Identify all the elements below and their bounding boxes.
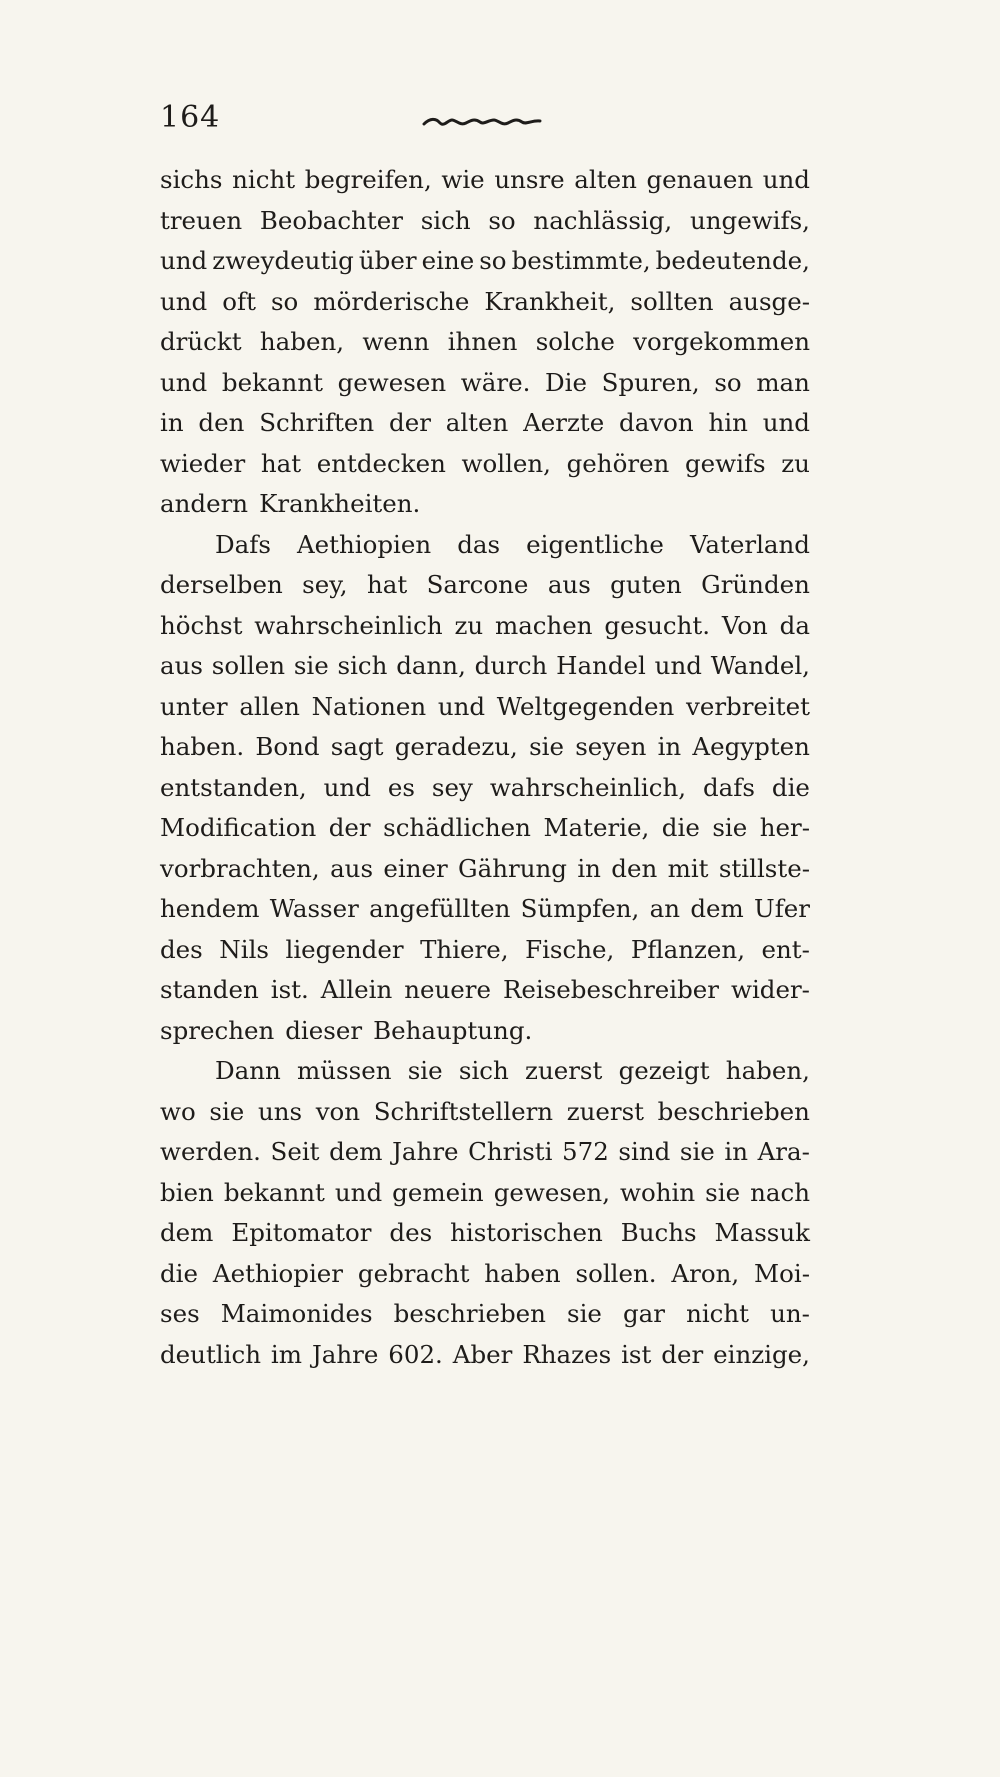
text-line — [160, 930, 810, 971]
word: aus — [160, 651, 203, 680]
word: 602. — [388, 1339, 443, 1369]
word: der — [661, 1339, 704, 1369]
text-line — [160, 970, 810, 1011]
word: dem — [690, 894, 744, 923]
word: den — [198, 408, 245, 437]
word: haben — [484, 1258, 561, 1288]
word: sprechen — [160, 1015, 275, 1045]
word: gehören — [566, 448, 670, 478]
word: wahrscheinlich — [254, 610, 443, 640]
word: wo — [160, 1096, 196, 1126]
word: Buchs — [620, 1218, 697, 1247]
text-line — [160, 727, 810, 768]
word: neuere — [404, 975, 491, 1004]
word: geradezu, — [394, 732, 518, 761]
word: gar — [622, 1299, 665, 1328]
word: vorbrachten, — [160, 853, 320, 883]
word: derselben — [160, 570, 283, 599]
word: Thiere, — [420, 934, 509, 964]
word: höchst — [160, 610, 243, 640]
word: und — [762, 408, 810, 437]
word: sich — [420, 205, 471, 235]
word: ausge- — [728, 286, 810, 316]
word: hendem — [160, 894, 260, 923]
word: die — [771, 772, 810, 802]
word: zuerst — [566, 1096, 645, 1126]
word: aus — [547, 570, 591, 599]
word: müssen — [297, 1056, 392, 1085]
word: Nils — [219, 934, 269, 964]
word: Dann — [215, 1056, 281, 1085]
word: wollen, — [461, 448, 551, 478]
word: Allein — [320, 975, 393, 1004]
word: standen — [160, 975, 259, 1004]
text-line — [160, 484, 810, 525]
word: dem — [329, 1137, 383, 1166]
word: bekannt — [223, 1177, 325, 1207]
text-line — [160, 322, 810, 363]
word: Modification — [160, 813, 317, 842]
word: wieder — [160, 448, 246, 478]
word: sie — [293, 651, 329, 680]
word: in — [657, 732, 682, 761]
text-line — [160, 525, 810, 566]
text-line — [160, 646, 810, 687]
word: bestimmte, — [511, 246, 651, 275]
word: Aethiopien — [296, 529, 432, 559]
word: Dafs — [215, 529, 271, 559]
word: sich — [337, 651, 388, 680]
word: wider- — [730, 975, 810, 1004]
text-line — [160, 363, 810, 404]
word: solche — [535, 327, 615, 356]
word: stillste- — [718, 853, 810, 883]
word: Die — [545, 367, 587, 397]
text-line — [160, 403, 810, 444]
word: Ufer — [754, 894, 810, 923]
word: mörderische — [313, 286, 470, 316]
word: sie — [567, 1299, 602, 1328]
text-line — [160, 768, 810, 809]
word: 572 — [562, 1137, 609, 1166]
word: dem — [160, 1218, 214, 1247]
word: her- — [759, 813, 810, 842]
word: und — [654, 651, 702, 680]
word: beschrieben — [393, 1299, 546, 1328]
word: sey — [431, 772, 473, 802]
word: an — [649, 894, 680, 923]
word: dann, — [396, 651, 466, 680]
text-line — [160, 1173, 810, 1214]
word: Rhazes — [522, 1339, 612, 1369]
word: Gährung — [458, 853, 567, 883]
word: hin — [708, 408, 748, 437]
word: und — [160, 246, 208, 275]
word: sichs — [160, 165, 223, 194]
word: sie — [209, 1096, 245, 1126]
word: es — [387, 772, 415, 802]
word: von — [315, 1096, 361, 1126]
word: unter — [160, 691, 228, 721]
word: Aegypten — [692, 732, 810, 761]
word: bedeutende, — [655, 246, 810, 275]
word: wäre. — [460, 367, 531, 397]
word: Sümpfen, — [520, 894, 640, 923]
text-line — [160, 606, 810, 647]
word: nachlässig, — [533, 205, 673, 235]
word: gewesen, — [493, 1177, 610, 1207]
word: Materie, — [543, 813, 650, 842]
word: über — [358, 246, 417, 275]
word: werden. — [160, 1137, 261, 1166]
word: Christi — [468, 1137, 553, 1166]
word: Wasser — [269, 894, 359, 923]
word: sollen — [211, 651, 286, 680]
word: Ara- — [757, 1137, 810, 1166]
word: gemein — [392, 1177, 484, 1207]
word: genauen — [646, 165, 754, 194]
word: historischen — [450, 1218, 603, 1247]
word: Aethiopier — [212, 1258, 344, 1288]
word: der — [328, 813, 371, 842]
word: zweydeutig — [212, 246, 354, 275]
word: des — [160, 934, 203, 964]
word: Jahre — [392, 1137, 459, 1166]
word: und — [160, 286, 208, 316]
word: und — [160, 367, 208, 397]
word: sie — [529, 732, 564, 761]
word: vorgekommen — [633, 327, 810, 356]
word: davon — [619, 408, 694, 437]
text-line — [160, 444, 810, 485]
word: wie — [441, 165, 485, 194]
word: der — [389, 408, 431, 437]
word: unsre — [494, 165, 565, 194]
word: Moi- — [754, 1258, 810, 1288]
decorative-swash-icon — [422, 114, 542, 130]
word: hat — [260, 448, 302, 478]
word: wahrscheinlich, — [489, 772, 687, 802]
text-line — [160, 282, 810, 323]
text-line — [160, 565, 810, 606]
word: in — [724, 1137, 749, 1166]
word: sie — [712, 813, 748, 842]
text-line — [160, 808, 810, 849]
text-line — [160, 1213, 810, 1254]
word: zuerst — [525, 1056, 603, 1085]
text-line — [160, 1011, 810, 1052]
word: sollen. — [575, 1258, 657, 1288]
word: ses — [160, 1299, 200, 1328]
text-line — [160, 687, 810, 728]
word: angefüllten — [369, 894, 511, 923]
word: drückt — [160, 327, 242, 356]
word: treuen — [160, 205, 243, 235]
word: Aerzte — [523, 408, 605, 437]
word: Pflanzen, — [630, 934, 745, 964]
word: gesucht. — [604, 610, 711, 640]
word: wohin — [620, 1177, 696, 1207]
word: oft — [222, 286, 256, 316]
word: gewesen — [337, 367, 447, 397]
word: sagt — [330, 732, 384, 761]
word: Bond — [255, 732, 320, 761]
word: in — [577, 853, 601, 883]
word: Seit — [270, 1137, 320, 1166]
word: Behauptung. — [373, 1015, 533, 1045]
word: so — [714, 367, 742, 397]
word: deutlich — [160, 1339, 261, 1369]
word: sey, — [302, 570, 348, 599]
word: und — [334, 1177, 383, 1207]
word: so — [270, 286, 299, 316]
word: sie — [407, 1056, 443, 1085]
text-line — [160, 1335, 810, 1376]
word: haben, — [259, 327, 345, 356]
word: allen — [239, 691, 300, 721]
word: ihnen — [447, 327, 518, 356]
word: im — [270, 1339, 302, 1369]
text-line — [160, 1092, 810, 1133]
word: hat — [366, 570, 408, 599]
word: und — [762, 165, 810, 194]
word: guten — [610, 570, 682, 599]
word: durch — [474, 651, 548, 680]
word: in — [160, 408, 184, 437]
word: zu — [781, 448, 810, 478]
word: das — [457, 529, 501, 559]
word: einer — [383, 853, 448, 883]
word: sie — [679, 1137, 715, 1166]
word: Aber — [452, 1339, 513, 1369]
word: ungewifs, — [689, 205, 810, 235]
word: haben, — [725, 1056, 810, 1085]
word: schädlichen — [383, 813, 531, 842]
text-line — [160, 849, 810, 890]
word: sind — [618, 1137, 671, 1166]
word: dafs — [703, 772, 755, 802]
word: Epitomator — [231, 1218, 372, 1247]
word: Sarcone — [426, 570, 529, 599]
word: seyen — [575, 732, 647, 761]
word: des — [389, 1218, 433, 1247]
word: Wandel, — [710, 651, 810, 680]
word: Aron, — [671, 1258, 740, 1288]
word: un- — [770, 1299, 810, 1328]
word: bekannt — [221, 367, 323, 397]
page-header — [160, 100, 810, 150]
word: Weltgegenden — [496, 691, 675, 721]
word: nicht — [232, 165, 296, 194]
text-line — [160, 160, 810, 201]
word: Spuren, — [601, 367, 700, 397]
word: eine — [421, 246, 475, 275]
word: gewifs — [684, 448, 766, 478]
word: bien — [160, 1177, 214, 1207]
word: den — [611, 853, 658, 883]
word: man — [756, 367, 810, 397]
word: alten — [445, 408, 509, 437]
word: sie — [705, 1177, 741, 1207]
word: sich — [458, 1056, 509, 1085]
word: Beobachter — [259, 205, 403, 235]
word: liegender — [285, 934, 404, 964]
word: verbreitet — [685, 691, 810, 721]
word: alten — [574, 165, 637, 194]
word: beschrieben — [657, 1096, 810, 1126]
body-text — [160, 160, 810, 1375]
word: einzige, — [713, 1339, 810, 1369]
word: entdecken — [316, 448, 446, 478]
word: ist. — [270, 975, 309, 1004]
word: machen — [494, 610, 593, 640]
word: und — [437, 691, 486, 721]
word: Maimonides — [220, 1299, 373, 1328]
text-line — [160, 1132, 810, 1173]
word: uns — [257, 1096, 303, 1126]
word: gebracht — [357, 1258, 470, 1288]
word: entstanden, — [160, 772, 307, 802]
word: Krankheiten. — [259, 489, 421, 518]
page-number: 164 — [160, 100, 221, 135]
text-line — [160, 1254, 810, 1295]
word: ist — [621, 1339, 652, 1369]
word: eigentliche — [526, 529, 664, 559]
word: nicht — [686, 1299, 750, 1328]
word: gezeigt — [618, 1056, 710, 1085]
word: nach — [750, 1177, 810, 1207]
word: Schriftstellern — [373, 1096, 554, 1126]
word: da — [779, 610, 810, 640]
word: ent- — [761, 934, 810, 964]
word: Schriften — [259, 408, 375, 437]
word: aus — [330, 853, 374, 883]
word: Gründen — [701, 570, 810, 599]
word: sollten — [630, 286, 714, 316]
text-line — [160, 1294, 810, 1335]
word: Fische, — [525, 934, 615, 964]
text-line — [160, 889, 810, 930]
word: begreifen, — [304, 165, 432, 194]
word: Vaterland — [689, 529, 810, 559]
word: Krankheit, — [484, 286, 616, 316]
word: andern — [160, 489, 249, 518]
word: Nationen — [311, 691, 427, 721]
word: und — [323, 772, 371, 802]
text-line — [160, 1051, 810, 1092]
text-line — [160, 241, 810, 282]
word: die — [661, 813, 700, 842]
word: die — [160, 1258, 199, 1288]
word: Jahre — [311, 1339, 379, 1369]
word: haben. — [160, 732, 245, 761]
word: Reisebeschreiber — [502, 975, 720, 1004]
word: wenn — [362, 327, 430, 356]
word: zu — [454, 610, 484, 640]
word: dieser — [285, 1015, 363, 1045]
word: Von — [721, 610, 768, 640]
word: so — [479, 246, 507, 275]
text-line — [160, 201, 810, 242]
word: Massuk — [714, 1218, 810, 1247]
word: Handel — [556, 651, 646, 680]
word: so — [488, 205, 516, 235]
word: mit — [667, 853, 709, 883]
